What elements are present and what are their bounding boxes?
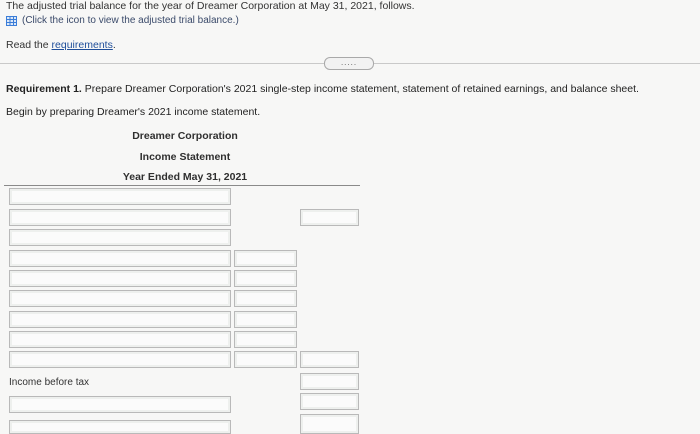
requirements-link[interactable]: requirements (51, 39, 113, 51)
spreadsheet-grid-icon[interactable] (6, 16, 17, 26)
line-item-label-input[interactable] (9, 420, 231, 434)
requirement-body: Prepare Dreamer Corporation's 2021 single-step income statement, statement of retained earnings, and balance sheet. (81, 83, 639, 95)
begin-instruction: Begin by preparing Dreamer's 2021 income statement. (6, 106, 261, 118)
amount-input[interactable] (234, 290, 297, 307)
income-before-tax-label: Income before tax (9, 377, 90, 388)
read-prefix: Read the (6, 39, 52, 51)
trial-balance-link[interactable] (6, 15, 239, 26)
line-item-label-input[interactable] (9, 351, 231, 368)
amount-input[interactable] (234, 331, 297, 348)
line-item-label-input[interactable] (9, 188, 231, 205)
total-amount-input[interactable] (300, 393, 359, 410)
line-item-label-input[interactable] (9, 290, 231, 307)
line-item-label-input[interactable] (9, 396, 231, 413)
line-item-label-input[interactable] (9, 311, 231, 328)
total-amount-input[interactable] (300, 414, 359, 434)
income-before-tax-input[interactable] (300, 373, 359, 390)
line-item-label-input[interactable] (9, 209, 231, 226)
amount-input[interactable] (234, 270, 297, 287)
requirement-text (6, 83, 639, 95)
company-name: Dreamer Corporation (132, 130, 238, 142)
read-requirements (6, 39, 116, 51)
amount-input[interactable] (234, 311, 297, 328)
statement-title: Income Statement (139, 151, 231, 163)
line-item-label-input[interactable] (9, 331, 231, 348)
amount-input[interactable] (234, 351, 297, 368)
trial-balance-link-text[interactable]: (Click the icon to view the adjusted trial balance.) (22, 15, 239, 26)
line-item-label-input[interactable] (9, 250, 231, 267)
line-item-label-input[interactable] (9, 270, 231, 287)
expand-toggle-button[interactable]: ..... (324, 57, 374, 70)
statement-period: Year Ended May 31, 2021 (122, 171, 248, 183)
intro-line: The adjusted trial balance for the year of Dreamer Corporation at May 31, 2021, follows. (6, 0, 415, 12)
requirement-number: Requirement 1. (6, 83, 82, 95)
total-amount-input[interactable] (300, 209, 359, 226)
total-amount-input[interactable] (300, 351, 359, 368)
read-suffix: . (112, 39, 116, 51)
header-rule (4, 185, 360, 186)
amount-input[interactable] (234, 250, 297, 267)
line-item-label-input[interactable] (9, 229, 231, 246)
